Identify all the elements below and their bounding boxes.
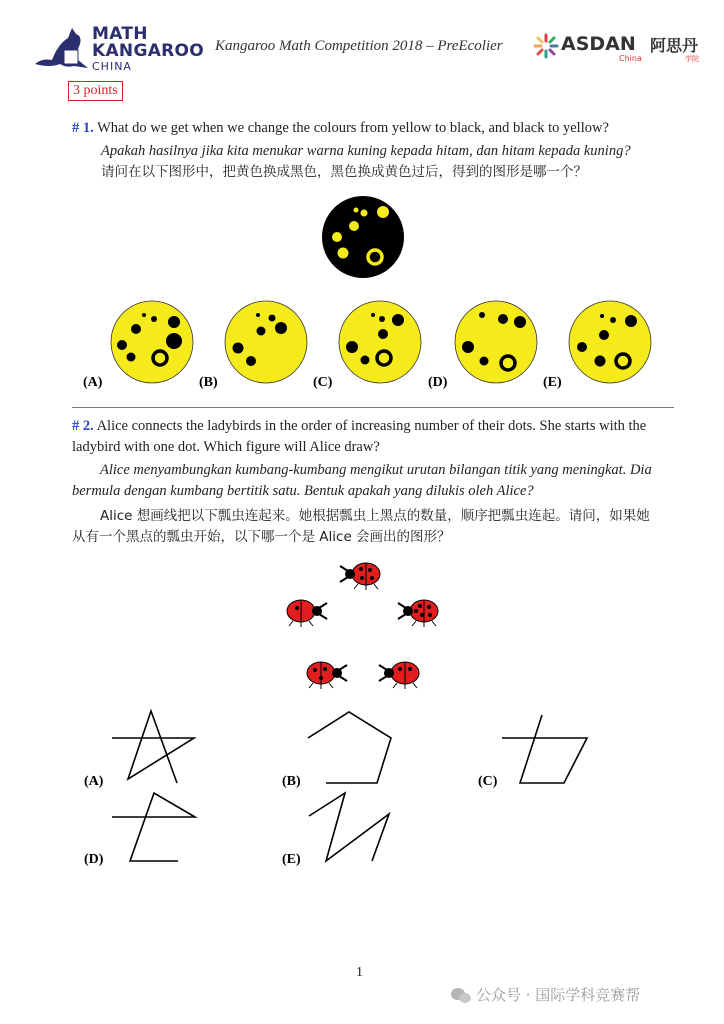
- option-b-circle[interactable]: [225, 301, 307, 383]
- ladybird-lower-right: [379, 662, 419, 689]
- watermark: [450, 984, 640, 1005]
- asdan-logo: [533, 30, 713, 66]
- q2-option-e-label: (E): [282, 852, 301, 867]
- option-a-circle[interactable]: [111, 301, 193, 383]
- math-kangaroo-wordmark: [92, 26, 204, 72]
- competition-title: Kangaroo Math Competition 2018 – PreEcolier: [215, 38, 503, 54]
- ladybird-lower-left: [307, 662, 347, 689]
- question-2-text-en: Alice connects the ladybirds in the order of increasing number of their dots. She starts with the ladybird with one dot. Which figure will Alice draw?: [72, 418, 647, 455]
- option-b-figure[interactable]: [308, 712, 391, 783]
- asdan-chinese-name: 阿思丹: [650, 36, 699, 55]
- watermark-text: 公众号 · 国际学科竞赛帮: [476, 986, 641, 1004]
- original-circle: [322, 196, 404, 278]
- option-e-label: (E): [543, 375, 562, 390]
- asdan-wordmark: ASDAN: [561, 33, 636, 55]
- option-c-figure[interactable]: [502, 715, 587, 783]
- ladybird-upper-left: [287, 600, 327, 627]
- option-e-circle[interactable]: [569, 301, 651, 383]
- option-a-label: (A): [83, 375, 103, 390]
- question-1-text-ms: Apakah hasilnya jika kita menukar warna kuning kepada hitam, dan hitam kepada kuning?: [101, 143, 631, 159]
- option-d-figure[interactable]: [112, 793, 195, 861]
- question-1-figure: [0, 185, 724, 405]
- question-2-text-zh: Alice 想画线把以下瓢虫连起来。她根据瓢虫上黑点的数量，顺序把瓢虫连起。请问，如果她从有一个黑点的瓢虫开始，以下哪一个是 Alice 会画出的图形？: [72, 508, 650, 545]
- q2-option-a-label: (A): [84, 774, 104, 789]
- option-d-circle[interactable]: [455, 301, 537, 383]
- logo-line-2: KANGAROO: [92, 41, 205, 61]
- ladybird-top: [340, 563, 380, 590]
- logo-line-1: MATH: [92, 24, 148, 44]
- ladybird-upper-right: [398, 600, 438, 627]
- option-e-figure[interactable]: [309, 793, 389, 861]
- wechat-icon: [450, 987, 472, 1005]
- section-divider: [72, 407, 674, 408]
- points-badge: 3 points: [68, 81, 123, 101]
- question-2-english: [72, 416, 658, 458]
- question-2-text-ms: Alice menyambungkan kumbang-kumbang mengikut urutan bilangan titik yang meningkat. Dia bermula dengan kumbang bertitik satu. Bentuk apakah yang dilukis oleh Alice?: [72, 462, 652, 499]
- option-c-label: (C): [313, 375, 333, 390]
- page-number: 1: [356, 965, 363, 980]
- q2-option-c-label: (C): [478, 774, 498, 789]
- question-2-figure: [0, 555, 724, 885]
- option-d-label: (D): [428, 375, 448, 390]
- q2-option-b-label: (B): [282, 774, 301, 789]
- question-1-text-en: What do we get when we change the colours from yellow to black, and black to yellow?: [97, 120, 609, 136]
- q2-option-d-label: (D): [84, 852, 104, 867]
- logo-line-3: CHINA: [92, 60, 132, 73]
- option-c-circle[interactable]: [339, 301, 421, 383]
- question-2-number: # 2.: [72, 418, 94, 434]
- page-header: [0, 0, 724, 80]
- asdan-chinese-sub: 学院: [685, 55, 699, 63]
- question-1-english: [72, 118, 658, 139]
- asdan-china-label: China: [619, 54, 642, 63]
- asdan-burst-icon: [533, 33, 559, 59]
- question-1-number: # 1.: [72, 120, 94, 136]
- question-1-text-zh: 请问在以下图形中，把黄色换成黑色，黑色换成黄色过后，得到的图形是哪一个？: [101, 164, 587, 180]
- option-b-label: (B): [199, 375, 218, 390]
- option-a-figure[interactable]: [112, 711, 194, 783]
